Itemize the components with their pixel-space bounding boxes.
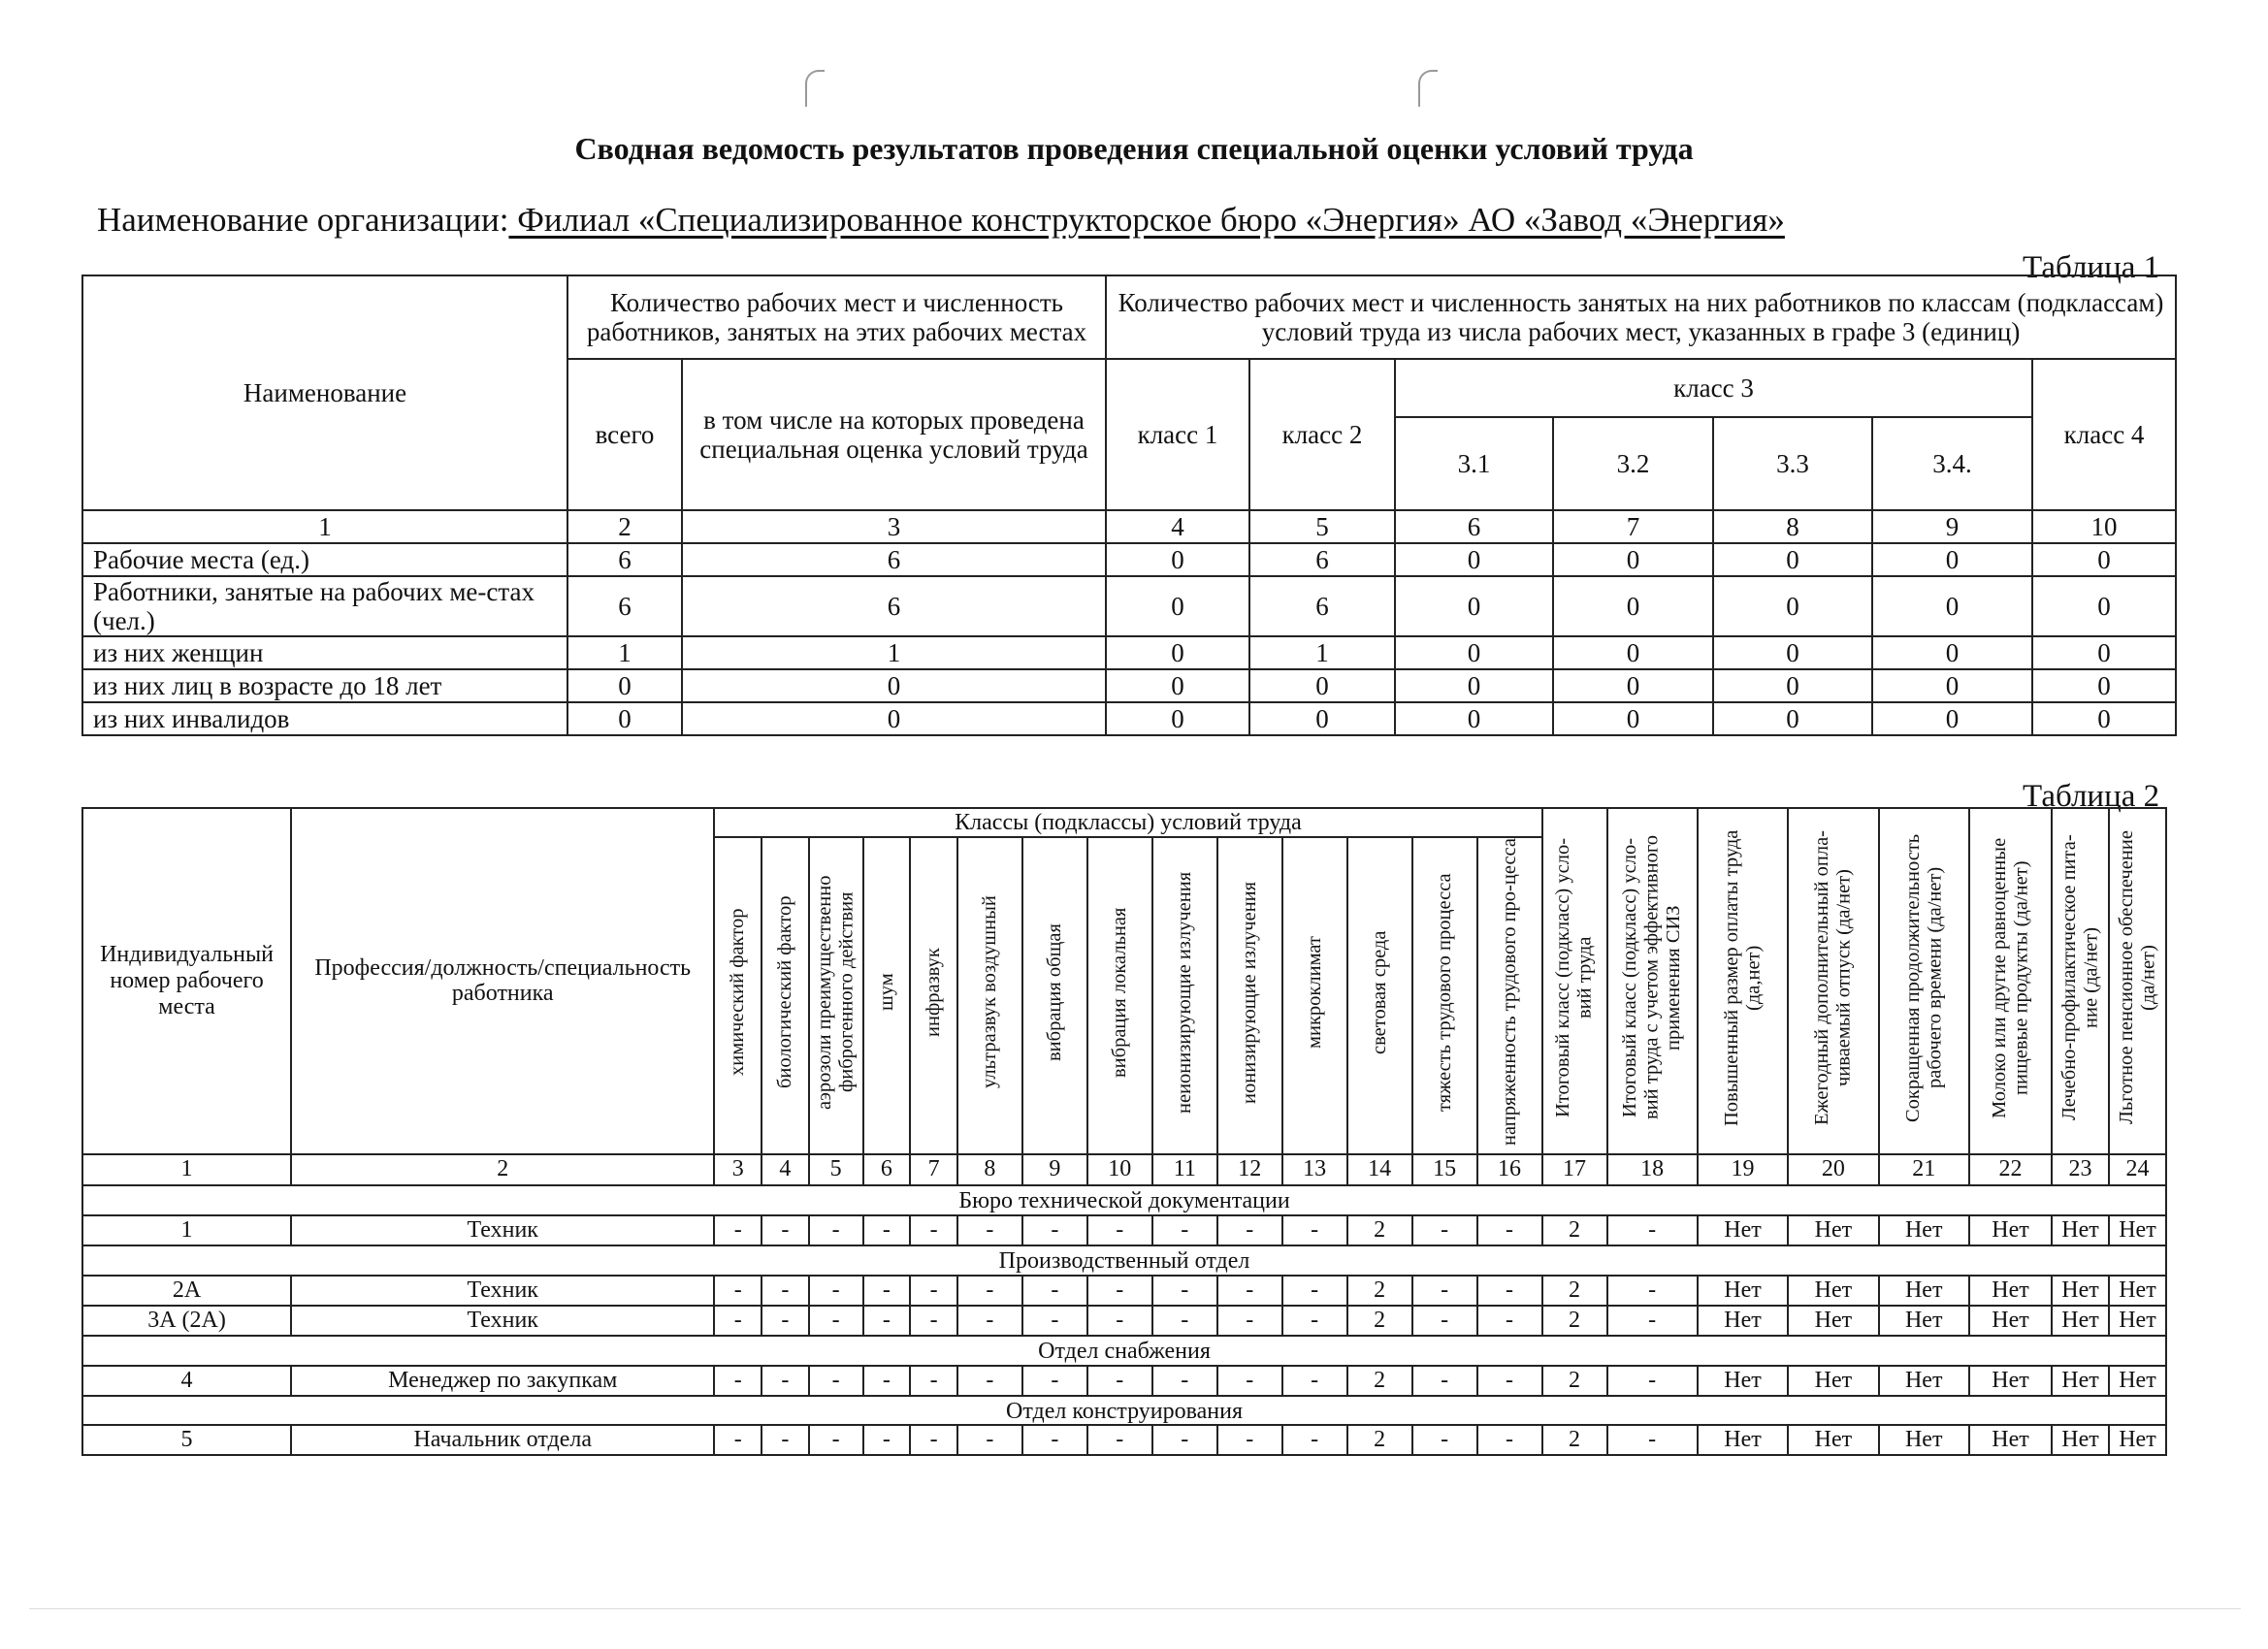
cell-value: - [761,1366,809,1396]
header-nonionizing: неионизирующие излучения [1173,871,1195,1114]
column-number: 7 [910,1154,957,1185]
header-intensity: напряженность трудового про-цесса [1498,838,1520,1147]
cell-value: 2 [1347,1366,1412,1396]
cell-value: 0 [1106,543,1249,576]
cell-value: - [1152,1276,1217,1306]
cell-value: Нет [2052,1366,2109,1396]
column-number: 2 [291,1154,714,1185]
table-row [82,669,2176,702]
cell-value: - [714,1366,761,1396]
cell-value: - [1412,1306,1477,1336]
header-milk: Молоко или другие равноценные пищевые продукты (да/нет) [1988,837,2032,1118]
workplace-id: 2А [82,1276,291,1306]
header-class-3-1: 3.1 [1395,417,1553,510]
cell-value: - [761,1276,809,1306]
cell-value: Нет [2052,1276,2109,1306]
cell-value: - [1087,1425,1152,1455]
table1-caption: Таблица 1 [2023,250,2160,285]
cell-value: - [863,1276,911,1306]
cell-value: 0 [1713,636,1872,669]
header-noise: шум [875,973,897,1012]
column-number: 1 [82,1154,291,1185]
cell-value: Нет [2052,1215,2109,1245]
column-number: 16 [1477,1154,1542,1185]
cell-value: Нет [1879,1276,1969,1306]
table-row [82,1215,2166,1245]
cell-value: 1 [682,636,1106,669]
column-number-row [82,510,2176,543]
cell-value: - [1087,1306,1152,1336]
table2-caption: Таблица 2 [2023,779,2160,814]
header-aerosols: аэрозоли преимущественно фиброгенного действия [814,875,858,1110]
header-classes-group: Классы (подклассы) условий труда [714,808,1541,837]
cell-value: - [714,1306,761,1336]
header-class4: класс 4 [2032,359,2176,510]
header-severity: тяжесть трудового процесса [1433,873,1455,1112]
row-label: Рабочие места (ед.) [82,543,567,576]
cell-value: - [863,1215,911,1245]
cell-value: - [957,1306,1022,1336]
cell-value: 2 [1542,1425,1607,1455]
header-classes-group: Количество рабочих мест и численность занятых на них работников по классам (подклассам) условий труда из числа рабочих мест, указанных в графе 3 (единиц) [1106,275,2176,359]
summary-table [81,275,2177,736]
cell-value: 2 [1347,1276,1412,1306]
cell-value: 1 [1249,636,1395,669]
results-table [81,807,2167,1456]
column-number: 17 [1542,1154,1607,1185]
cell-value: - [1022,1215,1087,1245]
section-title: Производственный отдел [82,1245,2166,1276]
cell-value: 6 [682,543,1106,576]
header-infrasound: инфразвук [923,948,945,1037]
header-biological: биологический фактор [774,895,796,1089]
cell-value: Нет [1788,1276,1878,1306]
document-title: Сводная ведомость результатов проведения специальной оценки условий труда [574,131,1694,166]
section-title: Отдел конструирования [82,1396,2166,1426]
workplace-id: 3А (2А) [82,1306,291,1336]
cell-value: 0 [2032,702,2176,735]
header-name: Наименование [82,275,567,510]
cell-value: - [1477,1276,1542,1306]
cell-value: 0 [1872,669,2032,702]
cell-value: Нет [1698,1366,1788,1396]
cell-value: - [1087,1366,1152,1396]
cell-value: 6 [567,543,682,576]
column-number: 12 [1217,1154,1282,1185]
cell-value: - [1282,1306,1347,1336]
column-number: 20 [1788,1154,1878,1185]
header-additional-leave: Ежегодный дополнительный опла-чиваемый отпуск (да/нет) [1811,830,1855,1125]
table-row [82,543,2176,576]
cell-value: - [809,1306,863,1336]
header-vibration-local: вибрация локальная [1109,907,1131,1078]
cell-value: 0 [2032,669,2176,702]
cell-value: - [1607,1306,1698,1336]
cell-value: - [714,1215,761,1245]
cell-value: 0 [567,702,682,735]
cell-value: Нет [1969,1306,2052,1336]
cell-value: - [1217,1276,1282,1306]
header-light: световая среда [1368,930,1390,1054]
punch-mark [1418,70,1438,107]
table-row [82,1276,2166,1306]
cell-value: 2 [1347,1306,1412,1336]
cell-value: - [809,1425,863,1455]
cell-value: 0 [1106,636,1249,669]
cell-value: Нет [1879,1366,1969,1396]
cell-value: 2 [1347,1425,1412,1455]
cell-value: - [1022,1425,1087,1455]
cell-value: - [1477,1306,1542,1336]
table-row [82,702,2176,735]
cell-value: - [761,1306,809,1336]
cell-value: 2 [1347,1215,1412,1245]
header-class-3-4: 3.4. [1872,417,2032,510]
cell-value: 0 [1872,636,2032,669]
table-row [82,1306,2166,1336]
header-vibration-general: вибрация общая [1044,923,1066,1061]
cell-value: - [910,1366,957,1396]
column-number: 1 [82,510,567,543]
column-number: 2 [567,510,682,543]
cell-value: - [1087,1215,1152,1245]
table-row [82,576,2176,636]
cell-value: - [1022,1366,1087,1396]
header-class1: класс 1 [1106,359,1249,510]
cell-value: - [1412,1425,1477,1455]
column-number: 14 [1347,1154,1412,1185]
column-number: 5 [1249,510,1395,543]
cell-value: 2 [1542,1366,1607,1396]
header-microclimate: микроклимат [1303,936,1325,1049]
cell-value: - [1607,1366,1698,1396]
column-number: 6 [863,1154,911,1185]
header-workplace-id: Индивидуальный номер рабочего места [82,808,291,1154]
section-row [82,1185,2166,1215]
header-assessed: в том числе на которых проведена специальная оценка условий труда [682,359,1106,510]
column-number: 3 [682,510,1106,543]
header-reduced-hours: Сокращенная продолжительность рабочего времени (да/нет) [1901,833,1946,1122]
organization-label: Наименование организации: [97,201,509,239]
cell-value: 0 [1249,702,1395,735]
cell-value: 2 [1542,1276,1607,1306]
column-number: 13 [1282,1154,1347,1185]
cell-value: Нет [2109,1276,2166,1306]
cell-value: - [1607,1276,1698,1306]
cell-value: Нет [1698,1215,1788,1245]
organization-name: Филиал «Специализированное конструкторское бюро «Энергия» АО «Завод «Энергия» [508,201,1785,239]
cell-value: 2 [1542,1215,1607,1245]
column-number: 23 [2052,1154,2109,1185]
profession: Техник [291,1306,714,1336]
section-title: Бюро технической документации [82,1185,2166,1215]
column-number: 22 [1969,1154,2052,1185]
workplace-id: 5 [82,1425,291,1455]
cell-value: - [1282,1366,1347,1396]
header-increased-pay: Повышенный размер оплаты труда (да,нет) [1720,829,1765,1126]
cell-value: Нет [1879,1215,1969,1245]
section-row [82,1336,2166,1366]
cell-value: 0 [2032,543,2176,576]
cell-value: - [1412,1366,1477,1396]
column-number: 9 [1022,1154,1087,1185]
cell-value: Нет [1698,1306,1788,1336]
cell-value: - [1152,1306,1217,1336]
table-row [82,1425,2166,1455]
cell-value: - [1022,1306,1087,1336]
table-row [82,1366,2166,1396]
header-pension: Льготное пенсионное обеспечение (да/нет) [2115,830,2159,1125]
cell-value: - [957,1215,1022,1245]
cell-value: - [1477,1366,1542,1396]
profession: Техник [291,1215,714,1245]
cell-value: Нет [1969,1366,2052,1396]
column-number: 4 [1106,510,1249,543]
cell-value: - [957,1366,1022,1396]
cell-value: 0 [1395,669,1553,702]
section-row [82,1396,2166,1426]
cell-value: 0 [1395,702,1553,735]
cell-value: - [809,1215,863,1245]
cell-value: 0 [1395,576,1553,636]
column-number: 21 [1879,1154,1969,1185]
column-number: 7 [1553,510,1713,543]
cell-value: 0 [1395,543,1553,576]
cell-value: - [910,1425,957,1455]
cell-value: 0 [1106,669,1249,702]
column-number: 18 [1607,1154,1698,1185]
cell-value: 0 [1872,702,2032,735]
cell-value: Нет [1879,1306,1969,1336]
cell-value: - [1607,1215,1698,1245]
cell-value: Нет [2109,1425,2166,1455]
cell-value: 0 [2032,576,2176,636]
cell-value: - [761,1425,809,1455]
cell-value: 0 [1553,636,1713,669]
cell-value: - [1282,1276,1347,1306]
column-number: 19 [1698,1154,1788,1185]
cell-value: - [910,1276,957,1306]
column-number: 3 [714,1154,761,1185]
cell-value: 0 [1713,669,1872,702]
header-class-3-2: 3.2 [1553,417,1713,510]
header-ionizing: ионизирующие излучения [1238,881,1260,1104]
profession: Начальник отдела [291,1425,714,1455]
cell-value: - [1477,1215,1542,1245]
column-number: 5 [809,1154,863,1185]
cell-value: 0 [1553,702,1713,735]
cell-value: 2 [1542,1306,1607,1336]
cell-value: Нет [2052,1306,2109,1336]
cell-value: 0 [682,702,1106,735]
cell-value: - [714,1425,761,1455]
cell-value: Нет [1698,1425,1788,1455]
workplace-id: 4 [82,1366,291,1396]
column-number: 9 [1872,510,2032,543]
column-number: 15 [1412,1154,1477,1185]
cell-value: Нет [1969,1215,2052,1245]
cell-value: 0 [1395,636,1553,669]
cell-value: - [957,1276,1022,1306]
cell-value: - [1217,1306,1282,1336]
cell-value: Нет [1879,1425,1969,1455]
cell-value: 6 [682,576,1106,636]
cell-value: Нет [1788,1306,1878,1336]
header-total: всего [567,359,682,510]
header-final-class-siz: Итоговый класс (подкласс) усло-вий труда с учетом эффективного применения СИЗ [1619,835,1685,1120]
cell-value: 0 [567,669,682,702]
cell-value: - [863,1306,911,1336]
cell-value: - [910,1215,957,1245]
scan-edge [29,1608,2241,1609]
row-label: из них инвалидов [82,702,567,735]
punch-mark [805,70,825,107]
cell-value: - [714,1276,761,1306]
profession: Техник [291,1276,714,1306]
cell-value: - [1152,1215,1217,1245]
cell-value: - [957,1425,1022,1455]
cell-value: - [1412,1276,1477,1306]
header-ultrasound: ультразвук воздушный [979,895,1001,1089]
cell-value: 0 [1553,576,1713,636]
cell-value: - [1477,1425,1542,1455]
cell-value: 0 [1713,702,1872,735]
section-title: Отдел снабжения [82,1336,2166,1366]
profession: Менеджер по закупкам [291,1366,714,1396]
header-chemical: химический фактор [727,908,749,1077]
row-label: из них лиц в возрасте до 18 лет [82,669,567,702]
section-row [82,1245,2166,1276]
cell-value: 0 [1249,669,1395,702]
cell-value: 6 [567,576,682,636]
cell-value: 0 [1553,669,1713,702]
column-number: 10 [1087,1154,1152,1185]
header-profession: Профессия/должность/специальность работника [291,808,714,1154]
cell-value: 0 [1106,576,1249,636]
cell-value: Нет [2109,1366,2166,1396]
cell-value: - [1217,1215,1282,1245]
cell-value: - [1412,1215,1477,1245]
cell-value: 0 [1713,576,1872,636]
column-number: 10 [2032,510,2176,543]
header-final-class: Итоговый класс (подкласс) усло-вий труда [1552,837,1597,1118]
cell-value: 0 [1872,543,2032,576]
column-number: 24 [2109,1154,2166,1185]
cell-value: 0 [1713,543,1872,576]
cell-value: - [1152,1366,1217,1396]
cell-value: - [1152,1425,1217,1455]
cell-value: Нет [1788,1425,1878,1455]
column-number: 8 [957,1154,1022,1185]
cell-value: - [1282,1425,1347,1455]
header-therapeutic-food: Лечебно-профилактическое пита-ние (да/нет) [2057,834,2102,1121]
header-class3: класс 3 [1395,359,2032,417]
cell-value: Нет [1788,1215,1878,1245]
cell-value: 0 [2032,636,2176,669]
cell-value: - [809,1276,863,1306]
cell-value: - [1087,1276,1152,1306]
organization-line [97,201,1785,240]
cell-value: Нет [1788,1366,1878,1396]
cell-value: - [1022,1276,1087,1306]
cell-value: 6 [1249,543,1395,576]
header-workplaces-group: Количество рабочих мест и численность работников, занятых на этих рабочих местах [567,275,1106,359]
cell-value: Нет [2109,1215,2166,1245]
cell-value: - [863,1425,911,1455]
cell-value: 0 [1106,702,1249,735]
cell-value: Нет [2109,1306,2166,1336]
cell-value: 6 [1249,576,1395,636]
cell-value: 0 [1553,543,1713,576]
cell-value: 1 [567,636,682,669]
cell-value: Нет [1969,1276,2052,1306]
cell-value: - [910,1306,957,1336]
header-class2: класс 2 [1249,359,1395,510]
column-number: 6 [1395,510,1553,543]
cell-value: - [1607,1425,1698,1455]
column-number: 11 [1152,1154,1217,1185]
cell-value: 0 [1872,576,2032,636]
cell-value: 0 [682,669,1106,702]
cell-value: - [809,1366,863,1396]
cell-value: - [761,1215,809,1245]
cell-value: Нет [2052,1425,2109,1455]
cell-value: - [1217,1366,1282,1396]
cell-value: Нет [1969,1425,2052,1455]
column-number: 4 [761,1154,809,1185]
workplace-id: 1 [82,1215,291,1245]
row-label: из них женщин [82,636,567,669]
cell-value: - [863,1366,911,1396]
table-row [82,636,2176,669]
header-class-3-3: 3.3 [1713,417,1872,510]
row-label: Работники, занятые на рабочих ме-стах (чел.) [82,576,567,636]
column-number-row [82,1154,2166,1185]
cell-value: Нет [1698,1276,1788,1306]
cell-value: - [1282,1215,1347,1245]
column-number: 8 [1713,510,1872,543]
cell-value: - [1217,1425,1282,1455]
